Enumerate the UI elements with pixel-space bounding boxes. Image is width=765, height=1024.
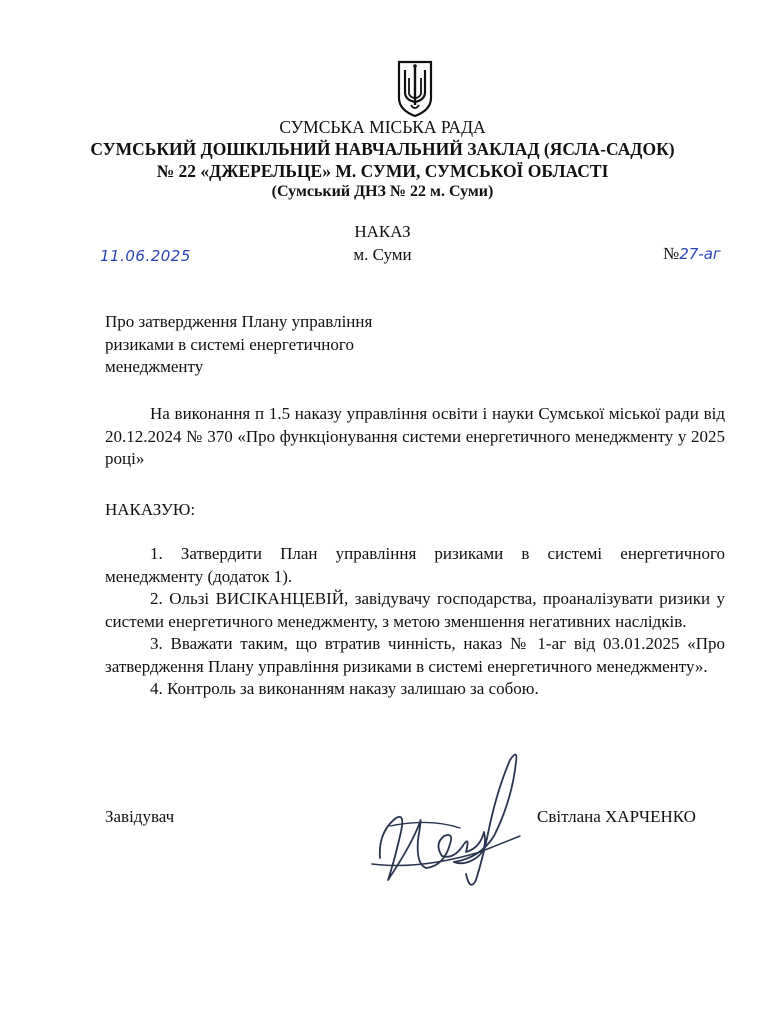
order-items-list [105, 543, 725, 701]
council-name: СУМСЬКА МІСЬКА РАДА [279, 117, 486, 137]
document-title: НАКАЗ [354, 222, 411, 241]
number-sign: № [663, 244, 680, 263]
signatory-name: Світлана ХАРЧЕНКО [537, 807, 696, 826]
order-subject: Про затвердження Плану управління ризиками в системі енергетичного менеджменту [105, 312, 373, 376]
order-item: 4. Контроль за виконанням наказу залишаю за собою. [150, 679, 539, 698]
order-directive-heading: НАКАЗУЮ: [105, 500, 196, 519]
signatory-position: Завідувач [105, 807, 175, 826]
order-item: 2. Ользі ВИСІКАНЦЕВІЙ, завідувачу господарства, проаналізувати ризики у системи енергетичного менеджменту, з метою зменшення негативних наслідків. [105, 589, 725, 631]
institution-name-line-1: СУМСЬКИЙ ДОШКІЛЬНИЙ НАВЧАЛЬНИЙ ЗАКЛАД (ЯСЛА-САДОК) [90, 139, 675, 159]
order-item: 1. Затвердити План управління ризиками в системі енергетичного менеджменту (додаток 1). [105, 544, 725, 586]
institution-name-line-2: № 22 «ДЖЕРЕЛЬЦЕ» М. СУМИ, СУМСЬКОЇ ОБЛАСТІ [156, 161, 609, 181]
order-preamble: На виконання п 1.5 наказу управління освіти і науки Сумської міської ради від 20.12.2024 № 370 «Про функціонування системи енергетичного менеджменту у 2025 році» [105, 404, 725, 468]
handwritten-signature [360, 740, 530, 900]
institution-short-name: (Сумський ДНЗ № 22 м. Суми) [271, 183, 494, 200]
handwritten-date: 11.06.2025 [100, 247, 191, 265]
handwritten-order-number: 27-аг [679, 245, 721, 263]
coat-of-arms-icon [395, 58, 435, 118]
order-item: 3. Вважати таким, що втратив чинність, наказ № 1-аг від 03.01.2025 «Про затвердження Плану управління ризиками в системі енергетичного менеджменту». [105, 634, 725, 676]
document-city: м. Суми [353, 245, 412, 264]
order-number [663, 244, 721, 264]
